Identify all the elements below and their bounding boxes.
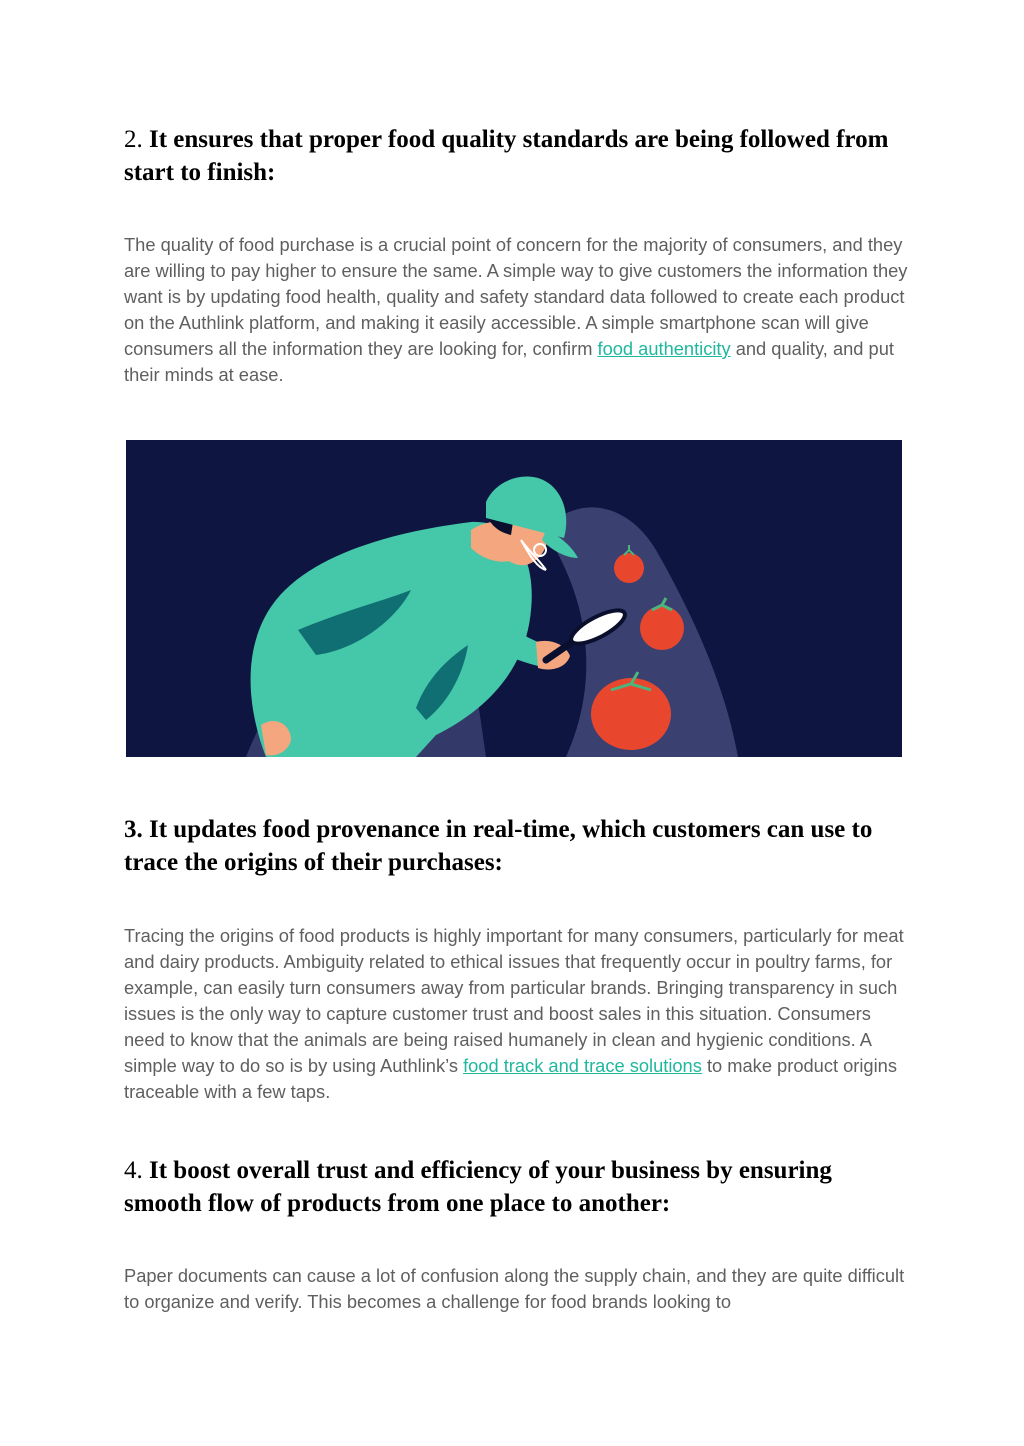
paragraph-text: The quality of food purchase is a crucial point of concern for the majority of consumers, and they are willing to pay higher to ensure the same. A simple way to give customers the information they want is by updating food health, quality and safety standard data followed to create each product on the Authlink platform, and making it easily accessible. A simple smartphone scan will give consumers all the information they are looking for, confirm xyxy=(124,234,908,359)
paragraph-text: Tracing the origins of food products is highly important for many consumers, particularly for meat and dairy products. Ambiguity related to ethical issues that frequently occur in poultry farms, for example, can easily turn consumers away from particular brands. Bringing transparency in such issues is the only way to capture customer trust and boost sales in this situation. Consumers need to know that the animals are being raised humanely in clean and hygienic conditions. A simple way to do so is by using Authlink’s xyxy=(124,925,904,1076)
tomato-large xyxy=(591,678,671,750)
section-title: It ensures that proper food quality standards are being followed from start to finish: xyxy=(124,126,889,186)
section-heading-3 xyxy=(124,813,914,879)
food-track-and-trace-link[interactable]: food track and trace solutions xyxy=(463,1055,702,1076)
food-authenticity-link[interactable]: food authenticity xyxy=(597,338,731,359)
section-number: 4. xyxy=(124,1157,143,1184)
section-heading-4 xyxy=(124,1154,914,1220)
paragraph-text: and quality, and put their minds at ease. xyxy=(124,338,894,385)
section-title: It boost overall trust and efficiency of your business by ensuring smooth flow of products from one place to another: xyxy=(124,1157,832,1217)
section-paragraph-4 xyxy=(124,1263,914,1315)
section-paragraph-2 xyxy=(124,232,914,388)
section-heading-2 xyxy=(124,123,914,189)
section-number: 3. xyxy=(124,816,143,843)
paragraph-text: to make product origins traceable with a few taps. xyxy=(124,1055,897,1102)
section-number: 2. xyxy=(124,126,143,153)
food-inspection-illustration xyxy=(126,440,902,757)
tomato-medium xyxy=(640,606,684,650)
section-title: It updates food provenance in real-time, which customers can use to trace the origins of their purchases: xyxy=(124,816,873,876)
section-paragraph-3 xyxy=(124,923,914,1105)
tomato-small xyxy=(614,553,644,583)
paragraph-text: Paper documents can cause a lot of confusion along the supply chain, and they are quite difficult to organize and verify. This becomes a challenge for food brands looking to xyxy=(124,1265,905,1312)
